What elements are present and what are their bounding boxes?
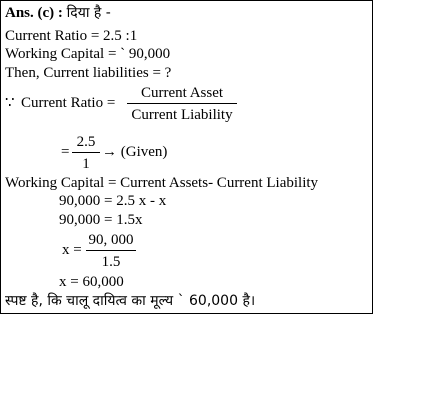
x-numerator: 90, 000	[88, 232, 134, 248]
fraction-numerator: Current Asset	[140, 85, 224, 101]
question-line: Then, Current liabilities = ?	[5, 65, 172, 81]
given-hindi: दिया है -	[66, 5, 111, 21]
current-ratio-lhs: Current Ratio =	[21, 95, 116, 111]
x-fraction	[86, 232, 136, 270]
because-symbol: ∵	[5, 95, 15, 111]
given-arrow-note: → (Given)	[102, 144, 168, 160]
x-equals: x =	[62, 242, 82, 258]
given-ratio-fraction	[72, 134, 100, 172]
current-ratio-fraction	[127, 85, 237, 123]
x-denominator: 1.5	[101, 254, 121, 270]
x-bar	[86, 250, 136, 251]
working-capital-formula: Working Capital = Current Assets- Current Liability	[5, 175, 319, 191]
answer-header	[5, 5, 111, 21]
fraction-bar	[127, 103, 237, 104]
given-working-capital: Working Capital = ` 90,000	[5, 46, 171, 62]
ratio-equals: =	[61, 144, 70, 160]
given-current-ratio: Current Ratio = 2.5 :1	[5, 28, 138, 44]
ratio-denominator: 1	[82, 156, 90, 172]
answer-label: Ans. (c) :	[5, 5, 63, 21]
conclusion-hindi: स्पष्ट है, कि चालू दायित्व का मूल्य ` 60,000 है।	[5, 293, 256, 309]
ratio-numerator: 2.5	[76, 134, 96, 150]
fraction-denominator: Current Liability	[131, 107, 233, 123]
result-line: x = 60,000	[59, 274, 124, 290]
ratio-bar	[72, 152, 100, 153]
step-1: 90,000 = 2.5 x - x	[59, 193, 167, 209]
step-2: 90,000 = 1.5x	[59, 212, 143, 228]
